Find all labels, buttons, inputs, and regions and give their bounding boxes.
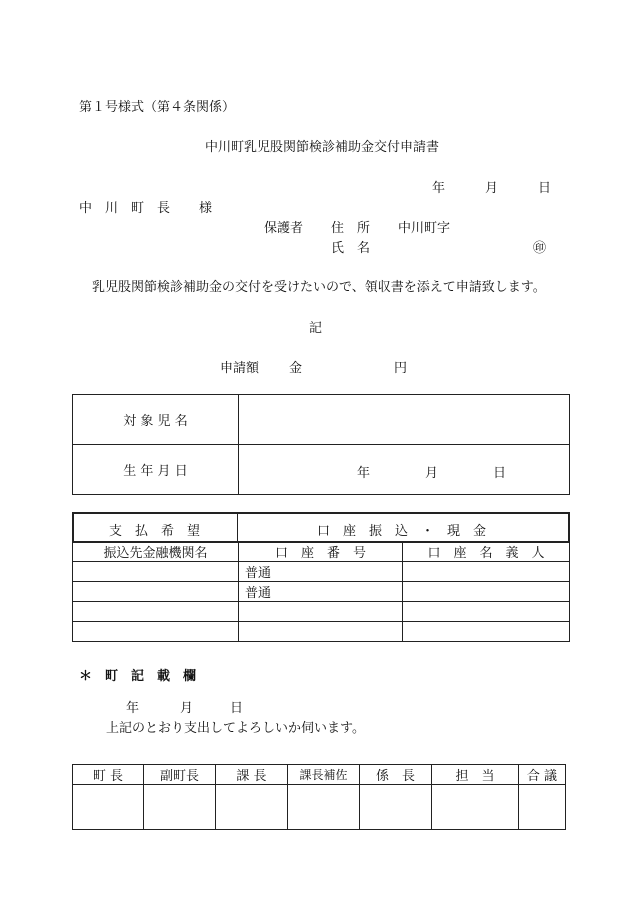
approval-stamp-cell[interactable] [432, 785, 519, 830]
approval-stamp-cell[interactable] [288, 785, 360, 830]
account-holder-cell[interactable] [403, 622, 570, 642]
approval-header-section-chief: 課 長 [216, 765, 288, 785]
approval-header-consultation: 合 議 [519, 765, 566, 785]
dob-label: 生 年 月 日 [73, 445, 239, 495]
account-number-cell[interactable] [239, 602, 403, 622]
payment-table [72, 541, 570, 642]
office-date-day: 日 [230, 701, 244, 716]
office-heading: ＊ 町 記 載 欄 [79, 669, 197, 684]
dob-field[interactable] [239, 445, 570, 495]
bank-name-cell[interactable] [73, 602, 239, 622]
note-mark: 記 [309, 321, 323, 336]
request-yen-prefix: 金 [289, 361, 303, 376]
account-number-cell[interactable] [239, 622, 403, 642]
approval-header-mayor: 町 長 [73, 765, 144, 785]
request-label: 申請額 [220, 361, 260, 376]
account-holder-cell[interactable] [403, 602, 570, 622]
table-row [73, 622, 570, 642]
name-label: 氏 名 [331, 241, 371, 256]
addressee-town: 中 川 町 長 [79, 201, 171, 216]
document-title: 中川町乳児股関節検診補助金交付申請書 [205, 140, 440, 155]
bank-name-cell[interactable] [73, 562, 239, 582]
date-year: 年 [432, 181, 446, 196]
bank-name-cell[interactable] [73, 582, 239, 602]
account-number-header: 口 座 番 号 [239, 542, 403, 562]
approval-stamp-cell[interactable] [360, 785, 432, 830]
applicant-role: 保護者 [264, 221, 304, 236]
table-row [73, 562, 570, 582]
form-number: 第１号様式（第４条関係） [79, 100, 236, 115]
dob-year: 年 [357, 466, 371, 481]
account-holder-cell[interactable] [403, 582, 570, 602]
address-label: 住 所 [331, 221, 371, 236]
approval-header-subsection-chief: 係 長 [360, 765, 432, 785]
approval-table [72, 764, 566, 830]
dob-day: 日 [493, 466, 507, 481]
date-day: 日 [538, 181, 552, 196]
bank-name-cell[interactable] [73, 622, 239, 642]
approval-stamp-cell[interactable] [144, 785, 216, 830]
approval-header-staff: 担 当 [432, 765, 519, 785]
account-number-cell[interactable]: 普通 [239, 582, 403, 602]
bank-name-header: 振込先金融機関名 [73, 542, 239, 562]
account-holder-cell[interactable] [403, 562, 570, 582]
approval-stamp-cell[interactable] [73, 785, 144, 830]
date-month: 月 [485, 181, 499, 196]
approval-header-assistant-chief: 課長補佐 [288, 765, 360, 785]
approval-stamp-cell[interactable] [519, 785, 566, 830]
addressee-honorific: 様 [199, 201, 213, 216]
approval-header-deputy-mayor: 副町長 [144, 765, 216, 785]
office-date-month: 月 [180, 701, 194, 716]
address-value: 中川町字 [398, 221, 451, 236]
office-date-year: 年 [126, 701, 140, 716]
approval-stamp-cell[interactable] [216, 785, 288, 830]
child-name-field[interactable] [239, 395, 570, 445]
office-statement: 上記のとおり支出してよろしいか伺います。 [106, 721, 365, 736]
dob-month: 月 [425, 466, 439, 481]
request-yen-suffix: 円 [394, 361, 408, 376]
child-table [72, 394, 570, 495]
table-row [73, 582, 570, 602]
payment-pref-label: 支 払 希 望 [109, 524, 201, 539]
body-text: 乳児股関節検診補助金の交付を受けたいので、領収書を添えて申請致します。 [92, 280, 546, 295]
table-row [73, 602, 570, 622]
child-name-label: 対 象 児 名 [73, 395, 239, 445]
account-holder-header: 口 座 名 義 人 [403, 542, 570, 562]
account-number-cell[interactable]: 普通 [239, 562, 403, 582]
payment-pref-row [72, 512, 570, 543]
payment-pref-value[interactable]: 口 座 振 込 ・ 現 金 [317, 524, 487, 539]
seal-mark: ㊞ [533, 241, 547, 256]
